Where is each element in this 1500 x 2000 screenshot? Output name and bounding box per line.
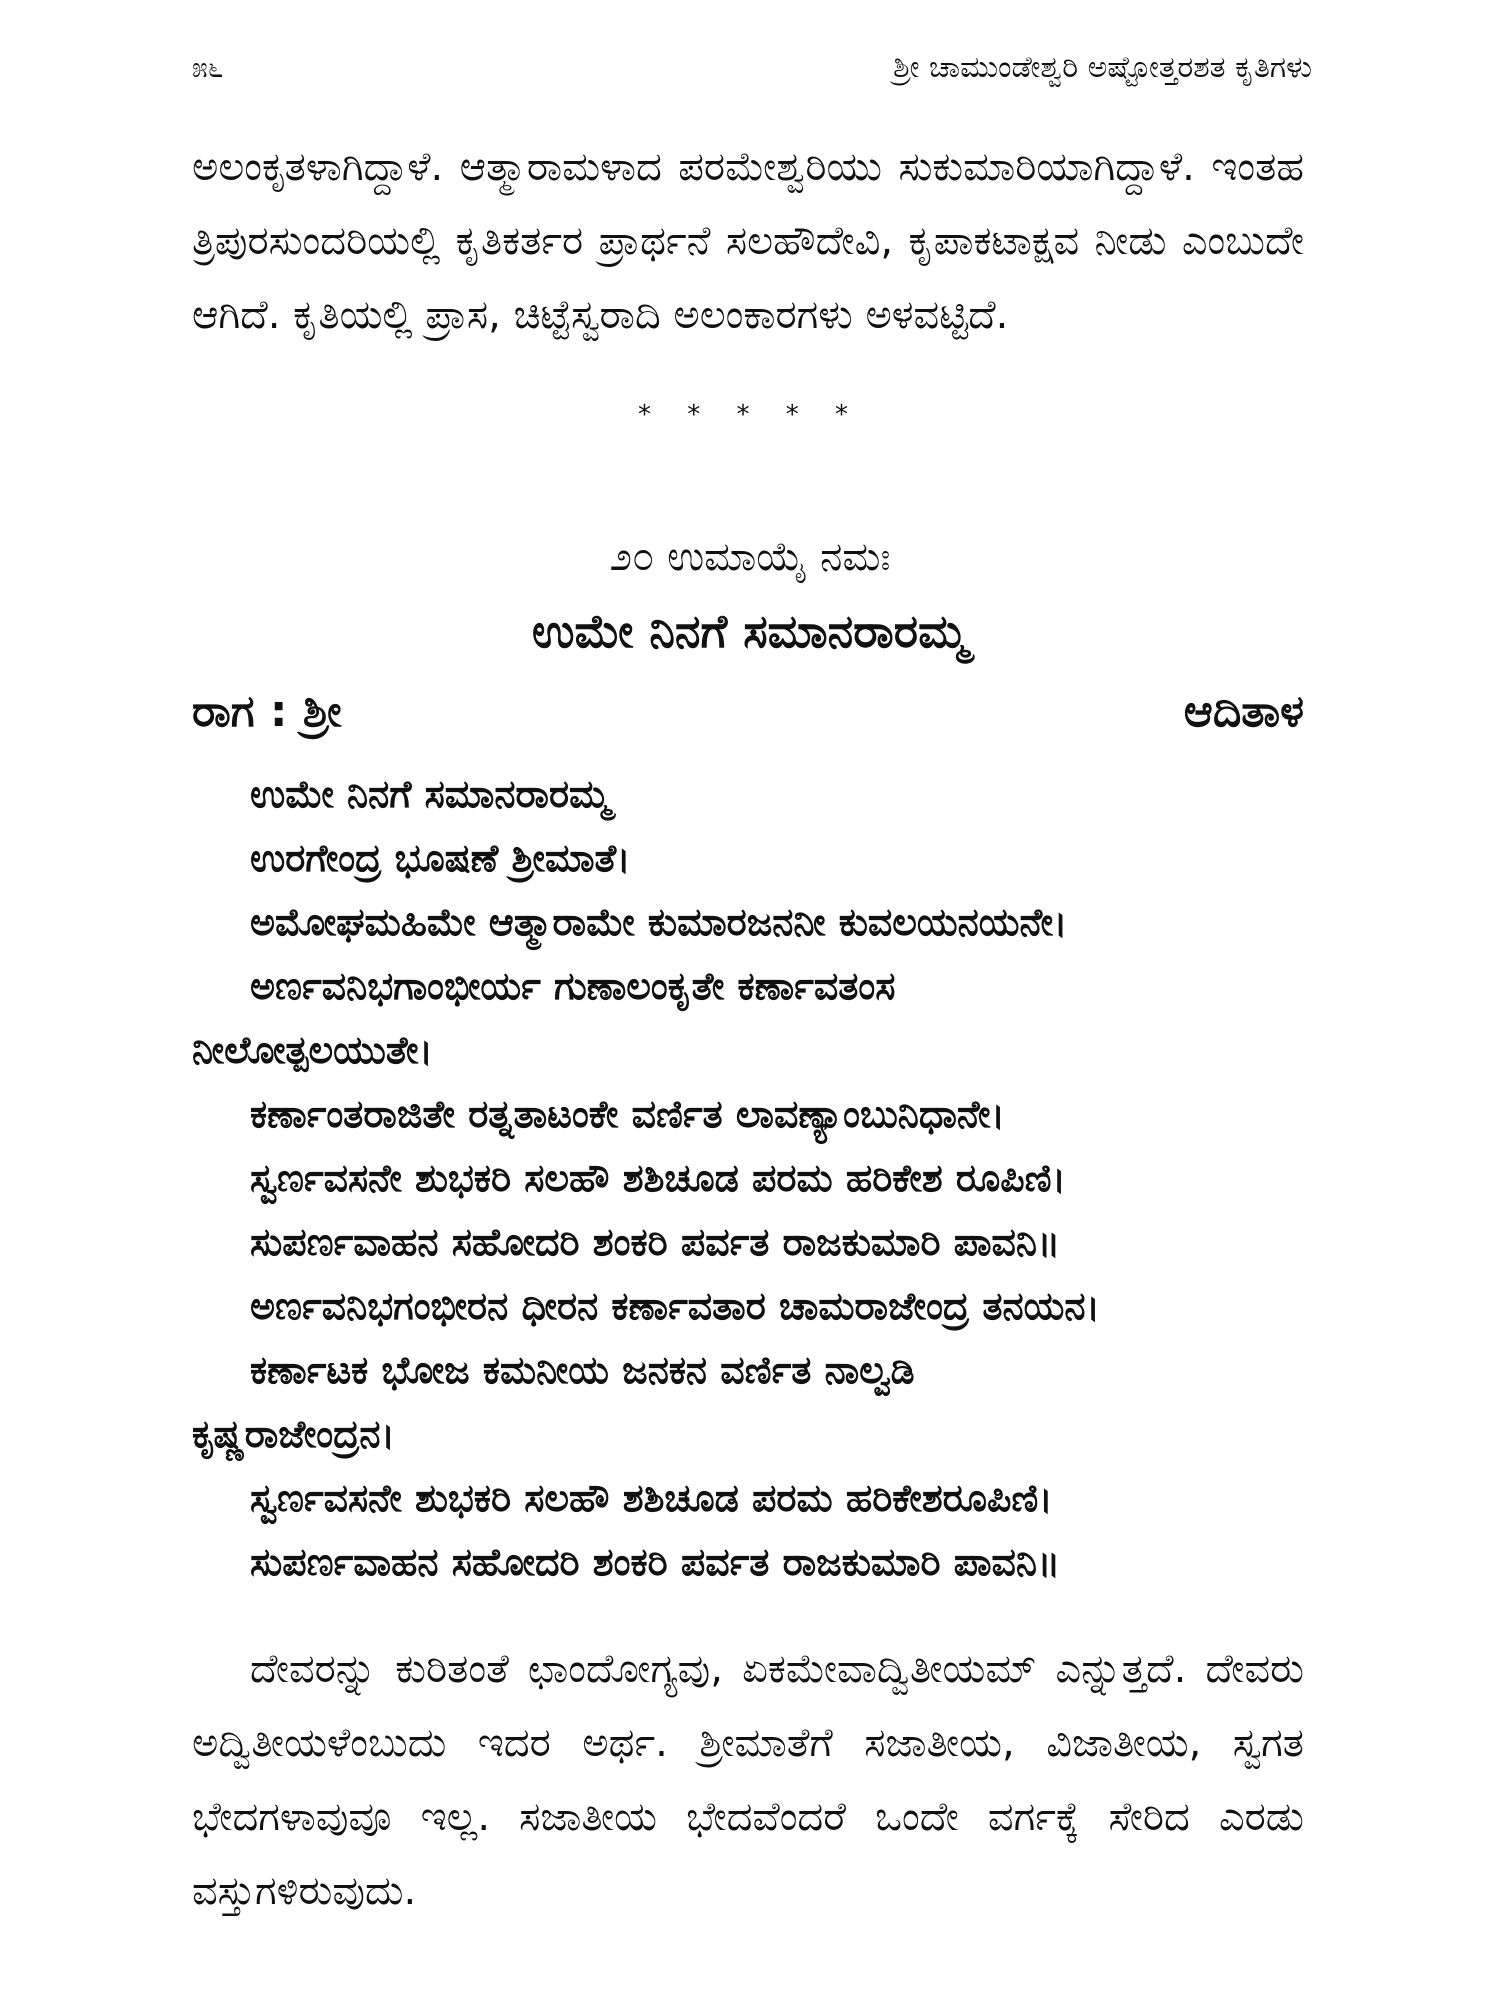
lyric-line: ನೀಲೋತ್ಪಲಯುತೇ। <box>192 1028 433 1072</box>
section-separator: * * * * * <box>637 400 863 430</box>
lyric-line: ಅರ್ಣವನಿಭಗಂಭೀರನ ಧೀರನ ಕರ್ಣಾವತಾರ ಚಾಮರಾಜೇಂದ್ರ ತನಯನ। <box>250 1284 1100 1328</box>
raga-tala-line <box>192 686 1304 746</box>
raga-label: ರಾಗ : ಶ್ರೀ <box>192 686 342 737</box>
lyric-line: ಸ್ವರ್ಣವಸನೇ ಶುಭಕರಿ ಸಲಹೌ ಶಶಿಚೂಡ ಪರಮ ಹರಿಕೇಶರೂಪಿಣಿ। <box>250 1476 1053 1520</box>
page-header <box>192 46 1312 90</box>
lyric-line: ಉಮೇ ನಿನಗೆ ಸಮಾನರಾರಮ್ಮ <box>250 772 611 816</box>
running-title: ಶ್ರೀ ಚಾಮುಂಡೇಶ್ವರಿ ಅಷ್ಟೋತ್ತರಶತ ಕೃತಿಗಳು <box>893 50 1312 85</box>
page-number: ೫೬ <box>192 51 224 84</box>
lyric-line: ಸುಪರ್ಣವಾಹನ ಸಹೋದರಿ ಶಂಕರಿ ಪರ್ವತ ರಾಜಕುಮಾರಿ ಪಾವನಿ॥ <box>250 1540 1061 1584</box>
lyric-line: ಕೃಷ್ಣರಾಜೇಂದ್ರನ। <box>192 1412 395 1456</box>
commentary-paragraph: ದೇವರನ್ನು ಕುರಿತಂತೆ ಛಾಂದೋಗ್ಯವು, ಏಕಮೇವಾದ್ವಿತೀಯಮ್ ಎನ್ನುತ್ತದೆ. ದೇವರು ಅದ್ವಿತೀಯಳೆಂಬುದು ಇದರ ಅರ್ಥ. ಶ್ರೀಮಾತೆಗೆ ಸಜಾತೀಯ, ವಿಜಾತೀಯ, ಸ್ವಗತ ಭೇದಗಳಾವುವೂ ಇಲ್ಲ. ಸಜಾತೀಯ ಭೇದವೆಂದರೆ ಒಂದೇ ವರ್ಗಕ್ಕೆ ಸೇರಿದ ಎರಡು ವಸ್ತುಗಳಿರುವುದು. <box>192 1646 1304 1914</box>
lyric-line: ಕರ್ಣಾಟಕ ಭೋಜ ಕಮನೀಯ ಜನಕನ ವರ್ಣಿತ ನಾಲ್ವಡಿ <box>250 1348 915 1392</box>
lyric-line: ಸುಪರ್ಣವಾಹನ ಸಹೋದರಿ ಶಂಕರಿ ಪರ್ವತ ರಾಜಕುಮಾರಿ ಪಾವನಿ॥ <box>250 1220 1061 1264</box>
song-title: ಉಮೇ ನಿನಗೆ ಸಮಾನರಾರಮ್ಮ <box>531 604 969 658</box>
lyric-line: ಸ್ವರ್ಣವಸನೇ ಶುಭಕರಿ ಸಲಹೌ ಶಶಿಚೂಡ ಪರಮ ಹರಿಕೇಶ ರೂಪಿಣಿ। <box>250 1156 1066 1200</box>
intro-paragraph: ಅಲಂಕೃತಳಾಗಿದ್ದಾಳೆ. ಆತ್ಮಾರಾಮಳಾದ ಪರಮೇಶ್ವರಿಯು ಸುಕುಮಾರಿಯಾಗಿದ್ದಾಳೆ. ಇಂತಹ ತ್ರಿಪುರಸುಂದರಿಯಲ್ಲಿ ಕೃತಿಕರ್ತರ ಪ್ರಾರ್ಥನೆ ಸಲಹೌದೇವಿ, ಕೃಪಾಕಟಾಕ್ಷವ ನೀಡು ಎಂಬುದೇ ಆಗಿದೆ. ಕೃತಿಯಲ್ಲಿ ಪ್ರಾಸ, ಚಿಟ್ಟೆಸ್ವರಾದಿ ಅಲಂಕಾರಗಳು ಅಳವಟ್ಟಿದೆ. <box>192 144 1304 338</box>
lyric-line: ಉರಗೇಂದ್ರ ಭೂಷಣೆ ಶ್ರೀಮಾತೆ। <box>250 836 631 880</box>
song-number-heading: ೨೦ ಉಮಾಯೈ ನಮಃ <box>609 534 891 580</box>
lyric-line: ಅರ್ಣವನಿಭಗಾಂಭೀರ್ಯ ಗುಣಾಲಂಕೃತೇ ಕರ್ಣಾವತಂಸ <box>250 964 896 1008</box>
tala-label: ಆದಿತಾಳ <box>1183 686 1304 737</box>
lyric-line: ಕರ್ಣಾಂತರಾಜಿತೇ ರತ್ನತಾಟಂಕೇ ವರ್ಣಿತ ಲಾವಣ್ಯಾಂಬುನಿಧಾನೇ। <box>250 1092 1005 1136</box>
lyric-line: ಅಮೋಘಮಹಿಮೇ ಆತ್ಮಾರಾಮೇ ಕುಮಾರಜನನೀ ಕುವಲಯನಯನೇ। <box>250 900 1068 944</box>
song-lyrics <box>192 762 1304 1594</box>
